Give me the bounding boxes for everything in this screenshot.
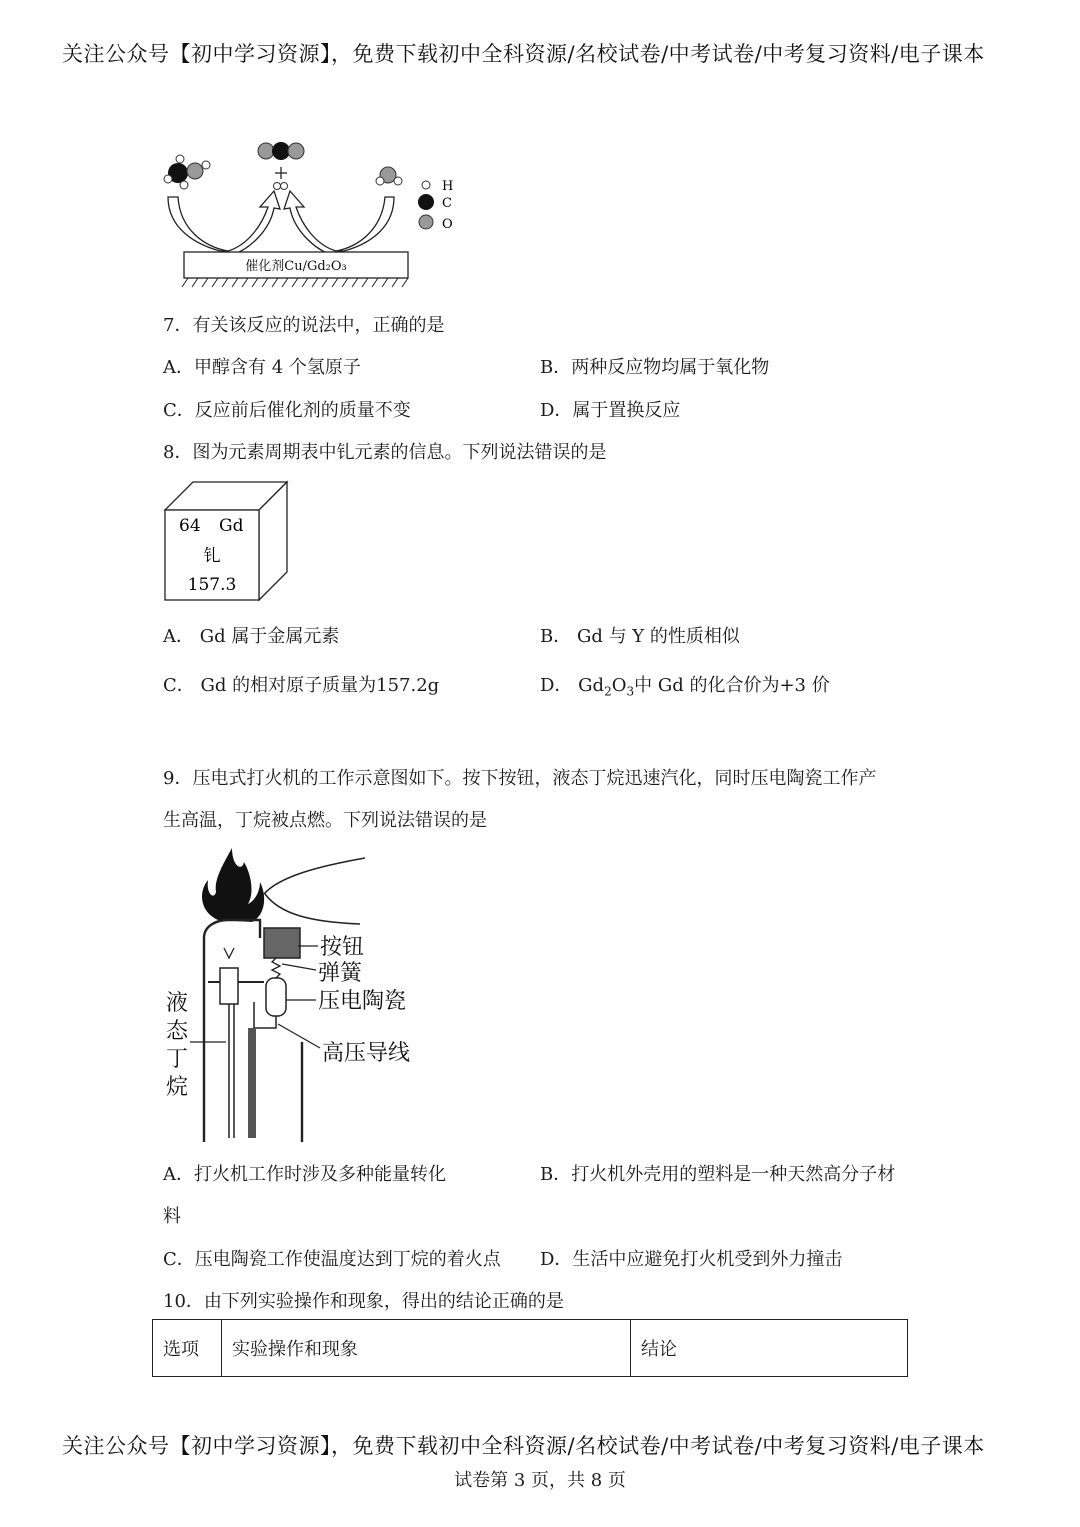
element-name: 钆 bbox=[203, 546, 221, 566]
q9-option-d[interactable]: D．生活中应避免打火机受到外力撞击 bbox=[540, 1249, 843, 1270]
q7-stem: 7．有关该反应的说法中，正确的是 bbox=[163, 315, 445, 336]
q8-option-d[interactable] bbox=[540, 671, 830, 699]
label-butane-2: 态 bbox=[166, 1019, 189, 1044]
q7-option-b[interactable]: B．两种反应物均属于氧化物 bbox=[540, 357, 770, 378]
reaction-arrows-icon bbox=[168, 191, 394, 255]
page-number: 试卷第 3 页，共 8 页 bbox=[454, 1470, 626, 1491]
label-butane-4: 烷 bbox=[166, 1075, 189, 1100]
flame-icon bbox=[202, 848, 264, 922]
h2-molecule-icon bbox=[274, 183, 288, 190]
element-cell-gd bbox=[163, 480, 293, 604]
lighter-diagram bbox=[160, 842, 430, 1142]
catalyst-label: 催化剂Cu/Gd₂O₃ bbox=[245, 259, 347, 274]
label-butane-3: 丁 bbox=[166, 1047, 189, 1072]
element-number: 64 bbox=[179, 516, 201, 536]
finger-icon bbox=[264, 858, 365, 924]
catalysis-reaction-figure bbox=[150, 135, 470, 290]
q8-d-sub2: 2 bbox=[604, 684, 612, 699]
q8-option-b[interactable]: B． Gd 与 Y 的性质相似 bbox=[540, 626, 740, 647]
methanol-molecule-icon bbox=[164, 155, 210, 189]
legend-c: C bbox=[442, 196, 452, 211]
q7-option-a[interactable]: A．甲醇含有 4 个氢原子 bbox=[163, 357, 361, 378]
element-mass: 157.3 bbox=[187, 575, 237, 595]
legend-h: H bbox=[442, 179, 454, 194]
table-header-row bbox=[153, 1320, 908, 1377]
q10-table bbox=[152, 1319, 908, 1377]
legend-o: O bbox=[442, 217, 453, 232]
q9-option-a[interactable]: A．打火机工作时涉及多种能量转化 bbox=[163, 1164, 446, 1185]
co2-molecule-icon bbox=[258, 142, 304, 160]
q8-d-rest: 中 Gd 的化合价为+3 价 bbox=[634, 675, 830, 696]
q9-option-c[interactable]: C．压电陶瓷工作使温度达到丁烷的着火点 bbox=[163, 1249, 501, 1270]
table-header-conclusion: 结论 bbox=[631, 1320, 908, 1377]
q8-option-a[interactable]: A． Gd 属于金属元素 bbox=[163, 626, 340, 647]
label-ceramic: 压电陶瓷 bbox=[318, 989, 407, 1014]
footer-banner: 关注公众号【初中学习资源】，免费下载初中全科资源/名校试卷/中考试卷/中考复习资料/电子课本 bbox=[62, 1434, 985, 1458]
q8-d-prefix: D． bbox=[540, 675, 573, 696]
table-header-operation: 实验操作和现象 bbox=[222, 1320, 631, 1377]
label-spring: 弹簧 bbox=[318, 961, 363, 986]
q7-option-d[interactable]: D．属于置换反应 bbox=[540, 400, 681, 421]
atom-legend bbox=[418, 179, 453, 232]
label-butane-1: 液 bbox=[166, 991, 189, 1016]
element-symbol: Gd bbox=[219, 516, 244, 536]
label-button: 按钮 bbox=[320, 935, 365, 960]
q8-d-o: O bbox=[611, 675, 627, 696]
table-header-option: 选项 bbox=[153, 1320, 222, 1377]
q10-stem: 10．由下列实验操作和现象，得出的结论正确的是 bbox=[163, 1291, 564, 1312]
q8-d-gd: Gd bbox=[578, 675, 605, 696]
q9-option-b-line1[interactable]: B．打火机外壳用的塑料是一种天然高分子材 bbox=[540, 1164, 896, 1185]
q9-option-b-line2[interactable]: 料 bbox=[163, 1206, 181, 1227]
q8-stem: 8．图为元素周期表中钆元素的信息。下列说法错误的是 bbox=[163, 442, 607, 463]
q7-option-c[interactable]: C．反应前后催化剂的质量不变 bbox=[163, 400, 411, 421]
label-wire: 高压导线 bbox=[322, 1041, 411, 1066]
water-molecule-icon bbox=[376, 167, 402, 185]
q9-stem-line2: 生高温，丁烷被点燃。下列说法错误的是 bbox=[163, 810, 487, 831]
header-banner: 关注公众号【初中学习资源】，免费下载初中全科资源/名校试卷/中考试卷/中考复习资料/电子课本 bbox=[62, 42, 985, 66]
q8-option-c[interactable]: C． Gd 的相对原子质量为157.2g bbox=[163, 675, 440, 696]
q8-d-sub3: 3 bbox=[626, 684, 635, 699]
q9-stem-line1: 9．压电式打火机的工作示意图如下。按下按钮，液态丁烷迅速汽化，同时压电陶瓷工作产 bbox=[163, 768, 877, 789]
